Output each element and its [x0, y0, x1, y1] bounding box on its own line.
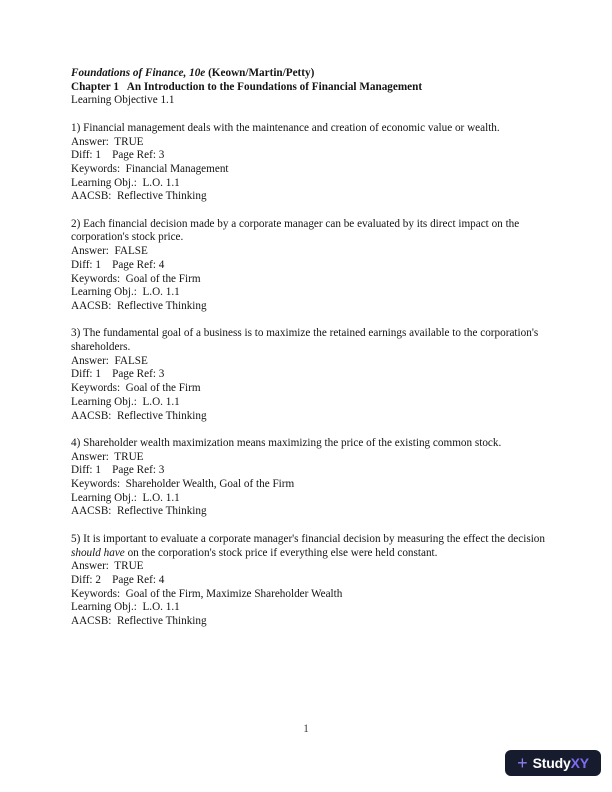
diff-pageref-line: Diff: 2 Page Ref: 4 [71, 573, 165, 586]
studyxy-logo-text-xy: XY [570, 755, 589, 771]
answer-line: Answer: TRUE [71, 135, 144, 148]
learning-obj-line: Learning Obj.: L.O. 1.1 [71, 286, 180, 299]
question-block-5 [71, 532, 548, 629]
diff-pageref-line: Diff: 1 Page Ref: 4 [71, 258, 165, 271]
keywords-line: Keywords: Goal of the Firm [71, 382, 201, 395]
learning-obj-line: Learning Obj.: L.O. 1.1 [71, 601, 180, 614]
answer-line: Answer: TRUE [71, 560, 144, 573]
plus-icon: + [517, 752, 528, 773]
question-block-4 [71, 437, 545, 519]
page-number: 1 [303, 723, 309, 735]
answer-line: Answer: FALSE [71, 354, 148, 367]
question-text-emphasis: should have [71, 546, 125, 559]
question-text: 4) Shareholder wealth maximization means maximizing the price of the existing common stock. [71, 436, 502, 449]
aacsb-line: AACSB: Reflective Thinking [71, 615, 207, 628]
aacsb-line: AACSB: Reflective Thinking [71, 299, 207, 312]
document-content [71, 67, 548, 629]
doc-title-book: Foundations of Finance, 10e [71, 67, 206, 79]
diff-pageref-line: Diff: 1 Page Ref: 3 [71, 149, 165, 162]
keywords-line: Keywords: Shareholder Wealth, Goal of the Firm [71, 478, 295, 491]
diff-pageref-line: Diff: 1 Page Ref: 3 [71, 464, 165, 477]
question-text-post: on the corporation's stock price if everything else were held constant. [124, 546, 438, 559]
learning-obj-line: Learning Obj.: L.O. 1.1 [71, 491, 180, 504]
doc-title [71, 67, 545, 81]
answer-line: Answer: FALSE [71, 245, 148, 258]
doc-title-authors: (Keown/Martin/Petty) [205, 67, 315, 79]
question-text: 3) The fundamental goal of a business is to maximize the retained earnings available to the corporation's shareholders. [71, 327, 541, 354]
diff-pageref-line: Diff: 1 Page Ref: 3 [71, 368, 165, 381]
question-text: 1) Financial management deals with the maintenance and creation of economic value or wealth. [71, 121, 500, 134]
learning-obj-line: Learning Obj.: L.O. 1.1 [71, 176, 180, 189]
question-block-2 [71, 218, 545, 314]
aacsb-line: AACSB: Reflective Thinking [71, 505, 207, 518]
studyxy-logo[interactable] [505, 750, 601, 776]
learning-obj-line: Learning Obj.: L.O. 1.1 [71, 395, 180, 408]
keywords-line: Keywords: Financial Management [71, 162, 229, 175]
keywords-line: Keywords: Goal of the Firm [71, 272, 201, 285]
studyxy-logo-text-study: Study [532, 755, 571, 771]
aacsb-line: AACSB: Reflective Thinking [71, 409, 207, 422]
question-block-3 [71, 327, 545, 423]
question-block-1 [71, 122, 545, 204]
question-text: 2) Each financial decision made by a corporate manager can be evaluated by its direct impact on the corporation's stock price. [71, 217, 523, 244]
question-text [71, 532, 548, 560]
keywords-line: Keywords: Goal of the Firm, Maximize Shareholder Wealth [71, 587, 343, 600]
question-text-pre: 5) It is important to evaluate a corporate manager's financial decision by measuring the effect the decision [71, 532, 548, 545]
answer-line: Answer: TRUE [71, 450, 144, 463]
aacsb-line: AACSB: Reflective Thinking [71, 190, 207, 203]
learning-objective: Learning Objective 1.1 [71, 94, 175, 107]
chapter-heading: Chapter 1 An Introduction to the Foundations of Financial Management [71, 80, 423, 93]
